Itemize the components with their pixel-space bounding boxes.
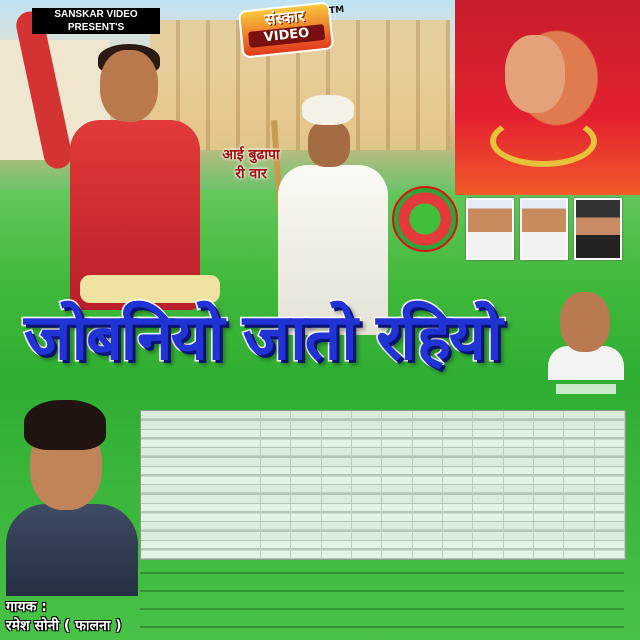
cast-thumbnail (520, 198, 568, 260)
credits-blurred (140, 562, 624, 634)
presenter-line1: SANSKAR VIDEO (54, 9, 138, 20)
table-row (141, 467, 625, 486)
logo-name: संस्कार (263, 6, 306, 30)
singer-name: रमेश सोनी ( फालना ) (6, 618, 122, 634)
table-row (141, 485, 625, 504)
track-table-blurred (140, 410, 626, 560)
woman-bridal-photo (455, 0, 640, 195)
tagline (196, 146, 306, 184)
credit-portrait (548, 288, 624, 398)
table-row (141, 504, 625, 523)
presenter-line2: PRESENT'S (67, 22, 125, 33)
cast-thumbnail (466, 198, 514, 260)
album-title: जोबनियो जातो रहियो (24, 301, 501, 375)
tagline-line2: री वार (235, 166, 267, 182)
logo-sub: VIDEO (248, 24, 325, 48)
cast-thumbnail (574, 198, 622, 260)
man-red-kurta-photo (40, 30, 220, 330)
trademark: TM (328, 4, 345, 17)
table-row (141, 430, 625, 449)
singer-label: गायक : (6, 599, 47, 615)
presenter-badge (32, 8, 160, 34)
table-row (141, 411, 625, 430)
tagline-line1: आई बुढापा (222, 147, 280, 163)
sanskar-logo (238, 1, 345, 58)
emblem-icon (392, 186, 458, 252)
table-row (141, 448, 625, 467)
table-row (141, 522, 625, 541)
singer-portrait (6, 396, 138, 596)
table-row (141, 541, 625, 560)
singer-credit (6, 598, 156, 636)
